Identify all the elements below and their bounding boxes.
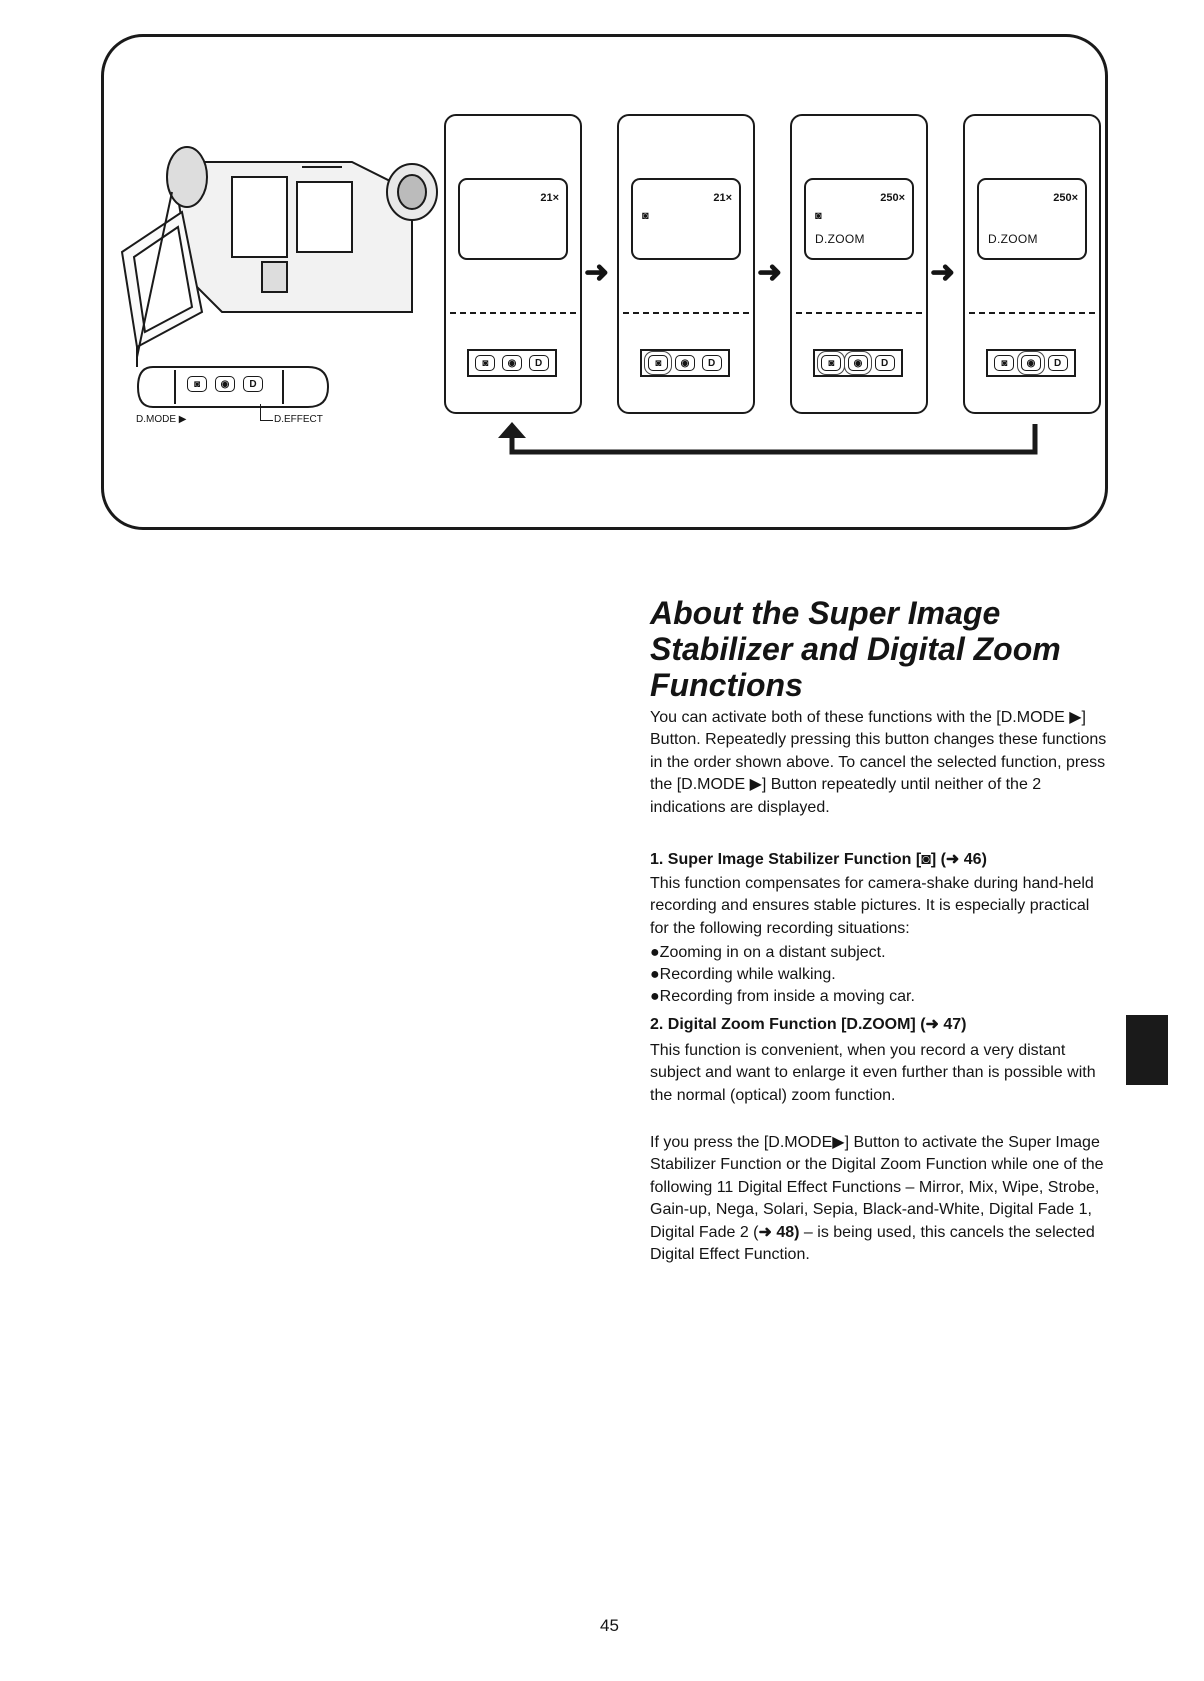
return-loop-arrow [490, 420, 1050, 460]
zoom-value: 250× [1053, 192, 1078, 204]
item2-title: 2. Digital Zoom Function [D.ZOOM] (➜ 47) [650, 1016, 967, 1033]
zoom-icon: ◉ [675, 355, 695, 371]
flow-arrow-1: ➜ [584, 256, 610, 289]
zoom-value: 21× [713, 192, 732, 204]
flow-arrow-3: ➜ [930, 256, 956, 289]
page-number: 45 [600, 1616, 619, 1635]
button-row [640, 349, 730, 377]
article-heading [650, 595, 1170, 703]
bullet-item: ●Recording from inside a moving car. [650, 988, 915, 1005]
mode-panel-4 [963, 114, 1101, 414]
stabilizer-icon: ◙ [994, 355, 1014, 371]
viewfinder-screen [631, 178, 741, 260]
viewfinder-screen [458, 178, 568, 260]
d-icon: D [529, 355, 549, 371]
mode-panel-3 [790, 114, 928, 414]
stabilizer-icon-flashing: ◙ [821, 355, 841, 371]
divider [623, 312, 749, 314]
stabilizer-inline-icon: ◙ [921, 851, 931, 868]
note-paragraph [650, 1132, 1124, 1266]
viewfinder-screen [977, 178, 1087, 260]
mode-panel-2 [617, 114, 755, 414]
section-tab-marker [1126, 1015, 1168, 1085]
item1-body: This function compensates for camera-shake during hand-held recording and ensures stable pictures. It is especially practical for the following recording situations: [650, 875, 1094, 937]
stabilizer-button-icon: ◙ [187, 376, 207, 392]
flow-arrow-2: ➜ [757, 256, 783, 289]
stabilizer-indicator-icon: ◙ [815, 210, 822, 222]
button-row [813, 349, 903, 377]
heading-line-3: Functions [650, 667, 803, 703]
divider [796, 312, 922, 314]
item1-title-start: 1. Super Image Stabilizer Function [ [650, 851, 922, 868]
camcorder-illustration [112, 132, 452, 382]
stabilizer-icon: ◙ [475, 355, 495, 371]
divider [969, 312, 1095, 314]
stabilizer-icon-flashing: ◙ [648, 355, 668, 371]
zoom-value: 21× [540, 192, 559, 204]
deffect-leader [260, 404, 273, 421]
zoom-button-icon: ◉ [215, 376, 235, 392]
intro-paragraph: You can activate both of these functions with the [D.MODE ▶] Button. Repeatedly pressing this button changes these functions in the order shown above. To cancel the selected function, press the [D.MODE ▶] Button repeatedly until neither of the 2 indications are displayed. [650, 709, 1107, 816]
heading-line-2: Stabilizer and Digital Zoom [650, 631, 1061, 667]
d-icon: D [1048, 355, 1068, 371]
zoom-value: 250× [880, 192, 905, 204]
bullet-item: ●Zooming in on a distant subject. [650, 944, 886, 961]
zoom-icon: ◉ [502, 355, 522, 371]
mode-panel-1 [444, 114, 582, 414]
zoom-icon-flashing: ◉ [1021, 355, 1041, 371]
button-row [467, 349, 557, 377]
divider [450, 312, 576, 314]
item1-title [650, 849, 1130, 871]
zoom-icon-flashing: ◉ [848, 355, 868, 371]
viewfinder-screen [804, 178, 914, 260]
stabilizer-indicator-icon: ◙ [642, 210, 649, 222]
dzoom-indicator: D.ZOOM [815, 232, 865, 246]
heading-line-1: About the Super Image [650, 595, 1001, 631]
button-row [986, 349, 1076, 377]
dzoom-indicator: D.ZOOM [988, 232, 1038, 246]
item2-body: This function is convenient, when you record a very distant subject and want to enlarge it even further than is possible with the normal (optical) zoom function. [650, 1042, 1096, 1104]
note-start: If you press the [D.MODE▶] Button to activate the Super Image Stabilizer Function or the Digital Zoom Function while one of the following 11 Digital Effect Functions – Mirror, Mix, Wipe, Strobe, Gain-up, Nega, Solari, Sepia, Black-and-White, Digital Fade 1, Digital Fade 2 ( [650, 1134, 1104, 1241]
note-reference: ➜ 48) [758, 1223, 800, 1241]
deffect-label: D.EFFECT [274, 414, 323, 425]
camera-buttons [187, 376, 263, 392]
bullet-item: ●Recording while walking. [650, 966, 836, 983]
item1-title-end: ] (➜ 46) [930, 851, 987, 868]
effect-button-icon: D [243, 376, 263, 392]
dmode-label: D.MODE ▶ [136, 414, 187, 425]
note-end: – is being used, this cancels the selected Digital Effect Function. [650, 1223, 1095, 1264]
d-icon: D [875, 355, 895, 371]
d-icon: D [702, 355, 722, 371]
